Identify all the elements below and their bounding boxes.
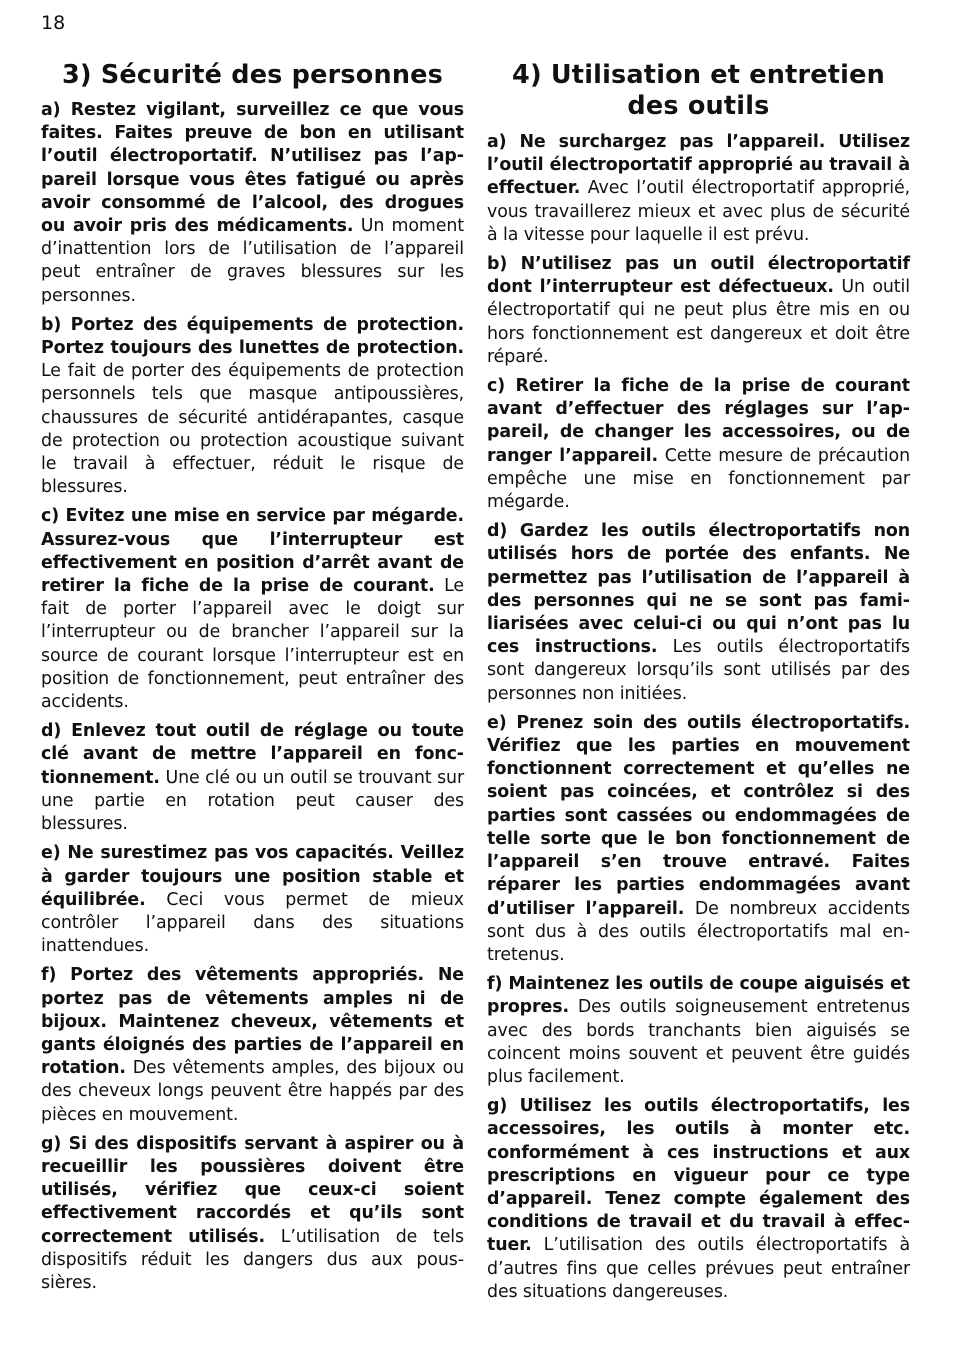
- instruction-heading: f) Portez des vêtements appropriés. Ne portez pas de vêtements amples ni de bijoux. Maintenez cheveux, vêtements et gants éloignés des parties de l’appareil en rotation.: [41, 965, 464, 1079]
- instruction-heading: g) Si des dispositifs servant à aspirer ou à recueillir les poussières doivent être utilisés, vérifiez que ceux-ci soient effectivement raccordés et qu’ils sont correctement utilisés.: [41, 1133, 464, 1247]
- instruction-item-g: [41, 1133, 464, 1295]
- instruction-item-e: [487, 712, 910, 967]
- instruction-text: Un outil électroportatif qui ne peut plus être mis en ou hors fonctionnement est dangereux et doit être réparé.: [487, 277, 910, 367]
- instruction-item-f: [41, 964, 464, 1126]
- instruction-text: Les outils électroportatifs sont dangereux lorsqu’ils sont utilisés par des personnes non initiées.: [487, 637, 910, 704]
- instruction-text: Des vêtements amples, des bijoux ou des cheveux longs peuvent être happés par des pièces en mouvement.: [41, 1058, 464, 1125]
- instruction-heading: a) Ne surchargez pas l’appareil. Utilisez l’outil électroportatif approprié au travail à effectuer.: [487, 132, 910, 199]
- instruction-heading: c) Evitez une mise en service par mégarde. Assurez-vous que l’interrupteur est effectivement en position d’arrêt avant de retirer la fiche de la prise de courant.: [41, 506, 464, 597]
- instruction-heading: c) Retirer la fiche de la prise de courant avant d’effectuer des réglages sur l’appareil, de changer les accessoires, ou de ranger l’appareil.: [487, 376, 910, 466]
- instruction-text: L’utilisation de tels dispositifs réduit les dangers dus aux poussières.: [41, 1226, 464, 1293]
- page-number: 18: [41, 12, 66, 34]
- instruction-heading: b) Portez des équipements de protection. Portez toujours des lunettes de protection.: [41, 314, 464, 359]
- instruction-text: Une clé ou un outil se trouvant sur une partie en rotation peut causer des blessures.: [41, 767, 464, 835]
- section-title: 3) Sécurité des personnes: [61, 60, 444, 90]
- instruction-heading: f) Maintenez les outils de coupe aiguisés et propres.: [487, 974, 910, 1018]
- instruction-item-a: [41, 99, 464, 308]
- instruction-heading: b) N’utilisez pas un outil électroportatif dont l’interrupteur est défectueux.: [487, 254, 910, 298]
- instruction-heading: e) Ne surestimez pas vos capacités. Veillez à garder toujours une position stable et équilibrée.: [41, 843, 464, 910]
- instruction-item-c: [41, 505, 464, 714]
- instruction-heading: e) Prenez soin des outils électroportatifs. Vérifiez que les parties en mouvement fonctionnent correctement et qu’elles ne soient pas coincées, et contrôlez si des parties sont cassées ou endommagées de telle sorte que le bon fonctionnement de l’appareil s’en trouve entravé. Faites réparer les parties endommagées avant d’utiliser l’appareil.: [487, 712, 910, 919]
- section-title: 4) Utilisation et entretien des outils: [512, 60, 885, 121]
- instruction-text: Ceci vous permet de mieux contrôler l’appareil dans des situations inattendues.: [41, 889, 464, 957]
- instruction-item-g: [487, 1095, 910, 1304]
- section-tool-use-maintenance: [487, 60, 910, 1310]
- instruction-item-b: [487, 253, 910, 369]
- instruction-heading: g) Utilisez les outils électroportatifs, les accessoires, les outils à monter etc. conformément à ces instructions et aux prescriptions en vigueur pour ce type d’appareil. Tenez compte également des conditions de travail et du travail à effectuer.: [487, 1096, 910, 1256]
- instruction-text: Le fait de porter des équipements de protection personnels tels que masque antipoussières, chaussures de sécurité antidérapantes, casque de protection ou protection acoustique suivant le travail à effectuer, réduit le risque de blessures.: [41, 361, 464, 498]
- instruction-item-d: [41, 720, 464, 836]
- instruction-text: Le fait de porter l’appareil avec le doigt sur l’interrupteur ou de brancher l’appareil sur la source de courant lorsque l’interrupteur est en position de fonctionnement, peut entraîner des accidents.: [41, 576, 465, 713]
- instruction-text: L’utilisation des outils électroportatifs à d’autres fins que celles prévues peut entraîner des situations dangereuses.: [487, 1235, 910, 1302]
- instruction-item-e: [41, 842, 464, 958]
- instruction-item-a: [487, 131, 910, 247]
- instruction-text: Des outils soigneusement entretenus avec des bords tranchants bien aiguisés se coincent moins souvent et peuvent être guidés plus facilement.: [487, 997, 910, 1087]
- instruction-heading: a) Restez vigilant, surveillez ce que vous faites. Faites preuve de bon en utilisant l’outil électroportatif. N’utilisez pas l’appareil lorsque vous êtes fatigué ou après avoir consommé de l’alcool, des drogues ou avoir pris des médicaments.: [41, 100, 464, 237]
- instruction-text: De nombreux accidents sont dus à des outils électroportatifs mal entretenus.: [487, 898, 910, 965]
- instruction-text: Avec l’outil électroportatif approprié, vous travaillerez mieux et avec plus de sécurité à la vitesse pour laquelle il est prévu.: [487, 178, 910, 245]
- instruction-heading: d) Enlevez tout outil de réglage ou toute clé avant de mettre l’appareil en fonctionnement.: [41, 721, 464, 788]
- instruction-item-d: [487, 520, 910, 706]
- instruction-text: Un moment d’inattention lors de l’utilisation de l’appareil peut entraîner de graves blessures sur les personnes.: [41, 216, 464, 306]
- instruction-item-f: [487, 973, 910, 1089]
- instruction-text: Cette mesure de précaution empêche une mise en fonctionnement par mégarde.: [487, 445, 910, 513]
- instruction-heading: d) Gardez les outils électroportatifs non utilisés hors de portée des enfants. Ne permettez pas l’utilisation de l’appareil à des personnes qui ne se sont pas familiarisées avec celui-ci ou qui n’ont pas lu ces instructions.: [487, 521, 910, 658]
- instruction-item-b: [41, 314, 464, 500]
- section-personal-safety: [41, 60, 464, 1301]
- instruction-item-c: [487, 375, 910, 514]
